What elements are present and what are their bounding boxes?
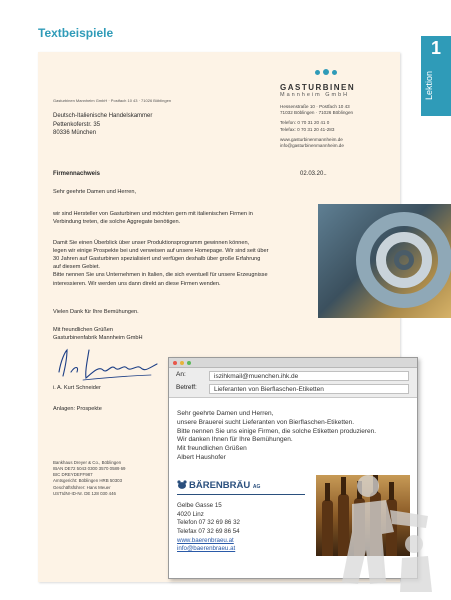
salutation: Sehr geehrte Damen und Herren, bbox=[53, 189, 137, 195]
email-link[interactable]: info@baerenbraeu.at bbox=[177, 545, 236, 553]
subject-label: Betreff: bbox=[176, 384, 197, 391]
paragraph-line: interessieren. Wir werden uns dann direkt an diese Firmen wenden. bbox=[53, 280, 221, 287]
to-label: An: bbox=[176, 371, 186, 378]
paragraph-line: Bitte nennen Sie uns Unternehmen in Italien, die sich eventuell für unsere Erzeugnisse bbox=[53, 272, 268, 279]
decorative-pictogram-icon bbox=[330, 470, 435, 595]
paragraph-line: auf diesem Gebiet. bbox=[53, 264, 100, 271]
page-heading: Textbeispiele bbox=[38, 26, 114, 40]
turbine-photo bbox=[318, 204, 451, 318]
bank-info bbox=[53, 460, 126, 497]
handwritten-signature bbox=[53, 342, 163, 386]
recipient-address bbox=[53, 112, 152, 138]
paragraph-line: legen wir einige Prospekte bei und verweisen auf unsere Homepage. Wir sind seit über bbox=[53, 248, 269, 255]
website-link[interactable]: www.baerenbraeu.at bbox=[177, 536, 234, 544]
email-body[interactable] bbox=[169, 398, 417, 463]
maximize-window-icon[interactable] bbox=[187, 361, 191, 365]
letter-date: 02.03.20.. bbox=[300, 171, 327, 177]
close-window-icon[interactable] bbox=[173, 361, 177, 365]
email-header bbox=[169, 368, 417, 398]
brewery-contact bbox=[177, 502, 240, 554]
closing bbox=[53, 326, 311, 342]
company-info-line: Hessenstraße 10 · Postfach 10 43 bbox=[280, 104, 350, 109]
paragraph-line: 30 Jahren auf Gasturbinen spezialisiert und verfügen deshalb über große Erfahrung bbox=[53, 256, 261, 263]
company-info bbox=[280, 104, 353, 149]
paragraph-line: Verbindung treten, die solche Aggregate benötigen. bbox=[53, 219, 181, 226]
address-line: 80336 München bbox=[53, 130, 97, 137]
contact-line: Telefon 07 32 69 86 32 bbox=[177, 519, 240, 527]
company-logo-icon bbox=[313, 68, 343, 78]
paragraph-line: Mit freundlichen Grüßen bbox=[53, 327, 114, 333]
email-line: Mit freundlichen Grüßen bbox=[177, 445, 247, 453]
company-info-line: 71032 Böblingen · 71026 Böblingen bbox=[280, 110, 354, 116]
email-line: unsere Brauerei sucht Lieferanten von Bierflaschen-Etiketten. bbox=[177, 418, 355, 426]
chapter-number: 1 bbox=[430, 38, 441, 58]
letter-paragraph bbox=[53, 239, 311, 288]
paragraph-line: Vielen Dank für Ihre Bemühungen. bbox=[53, 309, 139, 315]
contact-line: Telefax 07 32 69 86 54 bbox=[177, 528, 240, 536]
company-info-line: www.gasturbinenmannheim.de bbox=[280, 136, 343, 142]
bank-line: Bankhaus Dreyer & Co., Böblingen bbox=[53, 460, 122, 465]
company-info-line: info@gasturbinenmannheim.de bbox=[280, 142, 344, 148]
email-line: Albert Haushofer bbox=[177, 453, 226, 461]
chapter-label: Lektion bbox=[424, 70, 434, 100]
email-titlebar bbox=[169, 358, 417, 368]
bear-icon bbox=[177, 480, 187, 489]
minimize-window-icon[interactable] bbox=[180, 361, 184, 365]
letter-paragraph bbox=[53, 210, 311, 226]
to-field[interactable]: iszihkmail@muenchen.ihk.de bbox=[209, 371, 409, 381]
subject-field[interactable]: Lieferanten von Bierflaschen-Etiketten bbox=[209, 384, 409, 394]
sender-line: Gasturbinen Mannheim GmbH · Postfach 10 43 · 71026 Böblingen bbox=[53, 98, 172, 103]
company-info-line: Telefon: 0 70 31 20 41 0 bbox=[280, 120, 330, 126]
company-subtitle: Mannheim GmbH bbox=[280, 92, 350, 98]
email-line: Bitte nennen Sie uns einige Firmen, die solche Etiketten produzieren. bbox=[177, 427, 377, 435]
enclosure: Anlagen: Prospekte bbox=[53, 406, 102, 412]
bank-line: Amtsgericht: Böblingen HRB 50303 bbox=[53, 478, 123, 484]
signer-name: i. A. Kurt Schneider bbox=[53, 385, 101, 391]
email-line: Sehr geehrte Damen und Herren, bbox=[177, 410, 274, 417]
paragraph-line: wir sind Hersteller von Gasturbinen und möchten gern mit italienischen Firmen in bbox=[53, 211, 253, 217]
contact-line: 4020 Linz bbox=[177, 510, 204, 518]
contact-line: Gelbe Gasse 15 bbox=[177, 502, 222, 509]
company-info-line: Telefax: 0 70 31 20 41-283 bbox=[280, 126, 335, 132]
bank-line: BIC DREYDEFF987 bbox=[53, 472, 93, 478]
letter-subject: Firmennachweis bbox=[53, 171, 101, 177]
signature-divider bbox=[177, 494, 305, 495]
bank-line: Geschäftsführer: Hans Meuer bbox=[53, 484, 111, 490]
brewery-brand bbox=[177, 480, 260, 491]
address-line: Deutsch-Italienische Handelskammer bbox=[53, 113, 153, 119]
bank-line: USTIdNr-ID-Nr. DE 128 030 446 bbox=[53, 490, 116, 496]
bank-line: IBAN DE72 5043 0300 3570 0589 69 bbox=[53, 466, 126, 472]
brand-suffix: AG bbox=[252, 484, 261, 490]
email-line: Wir danken Ihnen für Ihre Bemühungen. bbox=[177, 436, 293, 444]
brand-name: BÄRENBRÄU bbox=[189, 480, 251, 491]
letter-paragraph bbox=[53, 308, 311, 316]
address-line: Pettenkoferstr. 35 bbox=[53, 121, 101, 128]
chapter-tab bbox=[421, 36, 451, 116]
paragraph-line: Damit Sie einen Überblick über unser Produktionsprogramm gewinnen können, bbox=[53, 240, 250, 246]
paragraph-line: Gasturbinenfabrik Mannheim GmbH bbox=[53, 335, 143, 342]
company-name: GASTURBINEN bbox=[280, 83, 356, 92]
